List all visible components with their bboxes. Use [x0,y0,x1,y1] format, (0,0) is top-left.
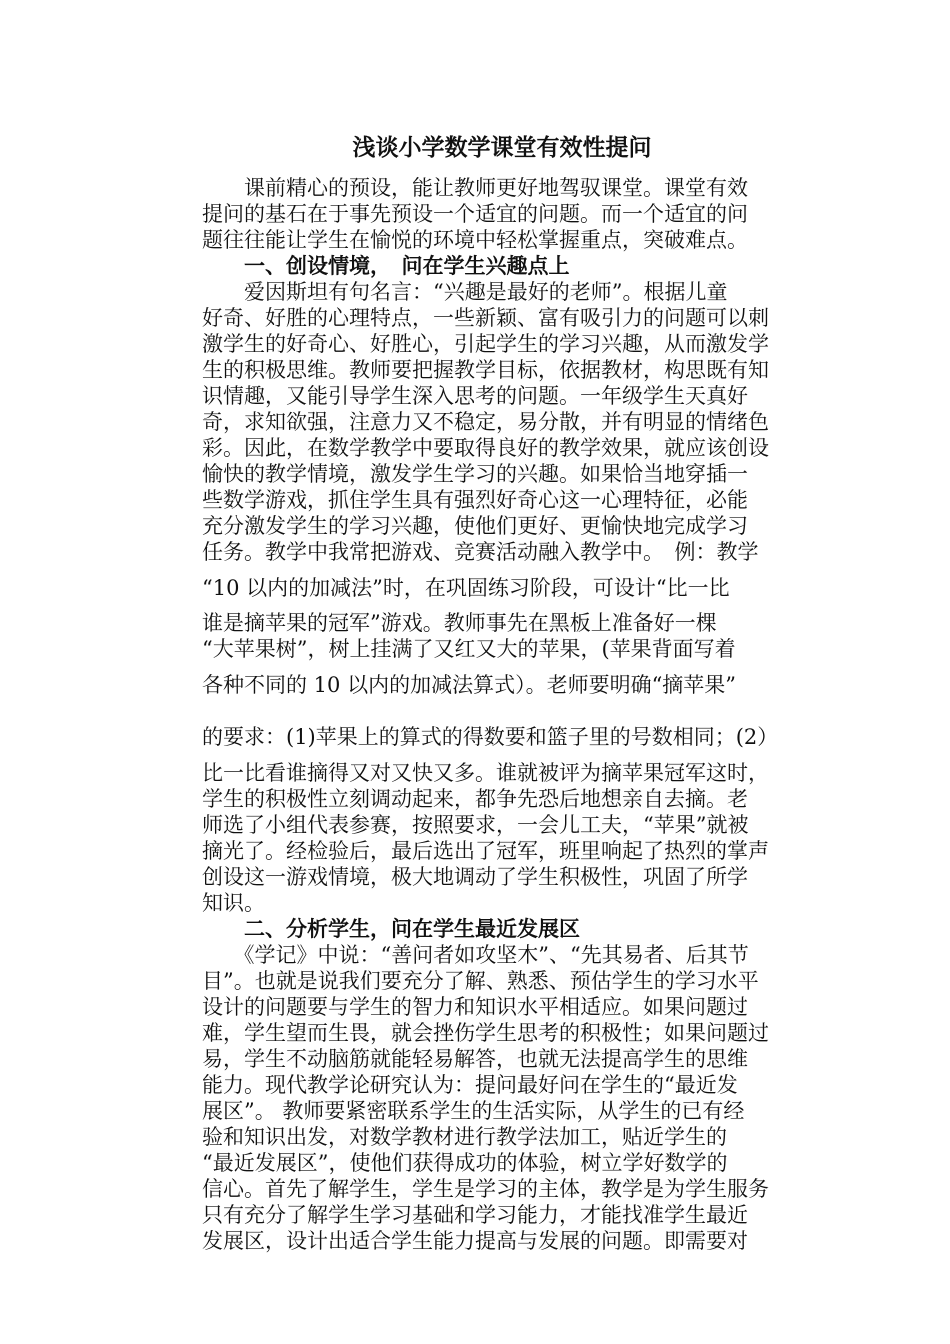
paragraph-line: 的要求：(1)苹果上的算式的得数要和篮子里的号数相同；(2） [202,725,779,749]
paragraph-line: 激学生的好奇心、好胜心，引起学生的学习兴趣，从而激发学 [202,332,769,356]
paragraph-line: 爱因斯坦有句名言：“兴趣是最好的老师”。根据儿童 [202,280,728,304]
section-heading-2: 二、分析学生，问在学生最近发展区 [202,916,580,941]
paragraph-line: 提问的基石在于事先预设一个适宜的问题。而一个适宜的问 [202,202,748,226]
paragraph-line: 谁是摘苹果的冠军”游戏。教师事先在黑板上准备好一棵 [202,611,717,635]
paragraph-line: 创设这一游戏情境，极大地调动了学生积极性，巩固了所学 [202,865,748,889]
paragraph-line: 《学记》中说：“善问者如攻坚木”、“先其易者、后其节 [202,943,749,967]
paragraph-line: 知识。 [202,891,265,915]
paragraph-line: 易，学生不动脑筋就能轻易解答，也就无法提高学生的思维 [202,1047,748,1071]
paragraph-line: 展区”。 教师要紧密联系学生的生活实际，从学生的已有经 [202,1099,745,1123]
paragraph-line: 充分激发学生的学习兴趣，使他们更好、更愉快地完成学习 [202,514,748,538]
paragraph-line: 生的积极思维。教师要把握教学目标，依据教材，构思既有知 [202,358,769,382]
paragraph-line: 设计的问题要与学生的智力和知识水平相适应。如果问题过 [202,995,748,1019]
paragraph-line: “大苹果树”，树上挂满了又红又大的苹果，(苹果背面写着 [202,637,736,661]
paragraph-line: 课前精心的预设，能让教师更好地驾驭课堂。课堂有效 [202,176,748,200]
paragraph-line: 彩。因此，在数学教学中要取得良好的教学效果，就应该创设 [202,436,769,460]
paragraph-line: 只有充分了解学生学习基础和学习能力，才能找准学生最近 [202,1203,748,1227]
paragraph-line: 比一比看谁摘得又对又快又多。谁就被评为摘苹果冠军这时， [202,761,769,785]
paragraph-line: 识情趣，又能引导学生深入思考的问题。一年级学生天真好 [202,384,748,408]
paragraph-line: 发展区，设计出适合学生能力提高与发展的问题。即需要对 [202,1229,748,1253]
section-heading-1: 一、创设情境， 问在学生兴趣点上 [202,253,570,278]
paragraph-line: 些数学游戏，抓住学生具有强烈好奇心这一心理特征，必能 [202,488,748,512]
paragraph-line: “10 以内的加减法”时，在巩固练习阶段，可设计“比一比 [202,576,730,600]
document-title: 浅谈小学数学课堂有效性提问 [352,134,652,161]
paragraph-line: 任务。教学中我常把游戏、竞赛活动融入教学中。 例：教学 [202,540,759,564]
paragraph-line: 各种不同的 10 以内的加减法算式）。老师要明确“摘苹果” [202,673,737,697]
paragraph-line: 信心。首先了解学生，学生是学习的主体，教学是为学生服务 [202,1177,769,1201]
paragraph-line: 摘光了。经检验后，最后选出了冠军，班里响起了热烈的掌声 [202,839,769,863]
paragraph-line: “最近发展区”，使他们获得成功的体验，树立学好数学的 [202,1151,728,1175]
paragraph-line: 目”。也就是说我们要充分了解、熟悉、预估学生的学习水平 [202,969,759,993]
paragraph-line: 验和知识出发，对数学教材进行教学法加工，贴近学生的 [202,1125,727,1149]
paragraph-line: 题往往能让学生在愉悦的环境中轻松掌握重点，突破难点。 [202,228,748,252]
paragraph-line: 能力。现代教学论研究认为：提问最好问在学生的“最近发 [202,1073,738,1097]
paragraph-line: 学生的积极性立刻调动起来，都争先恐后地想亲自去摘。老 [202,787,748,811]
paragraph-line: 奇，求知欲强，注意力又不稳定，易分散，并有明显的情绪色 [202,410,769,434]
paragraph-line: 师选了小组代表参赛，按照要求，一会儿工夫，“苹果”就被 [202,813,749,837]
paragraph-line: 愉快的教学情境，激发学生学习的兴趣。如果恰当地穿插一 [202,462,748,486]
paragraph-line: 好奇、好胜的心理特点，一些新颖、富有吸引力的问题可以刺 [202,306,769,330]
paragraph-line: 难，学生望而生畏，就会挫伤学生思考的积极性；如果问题过 [202,1021,769,1045]
